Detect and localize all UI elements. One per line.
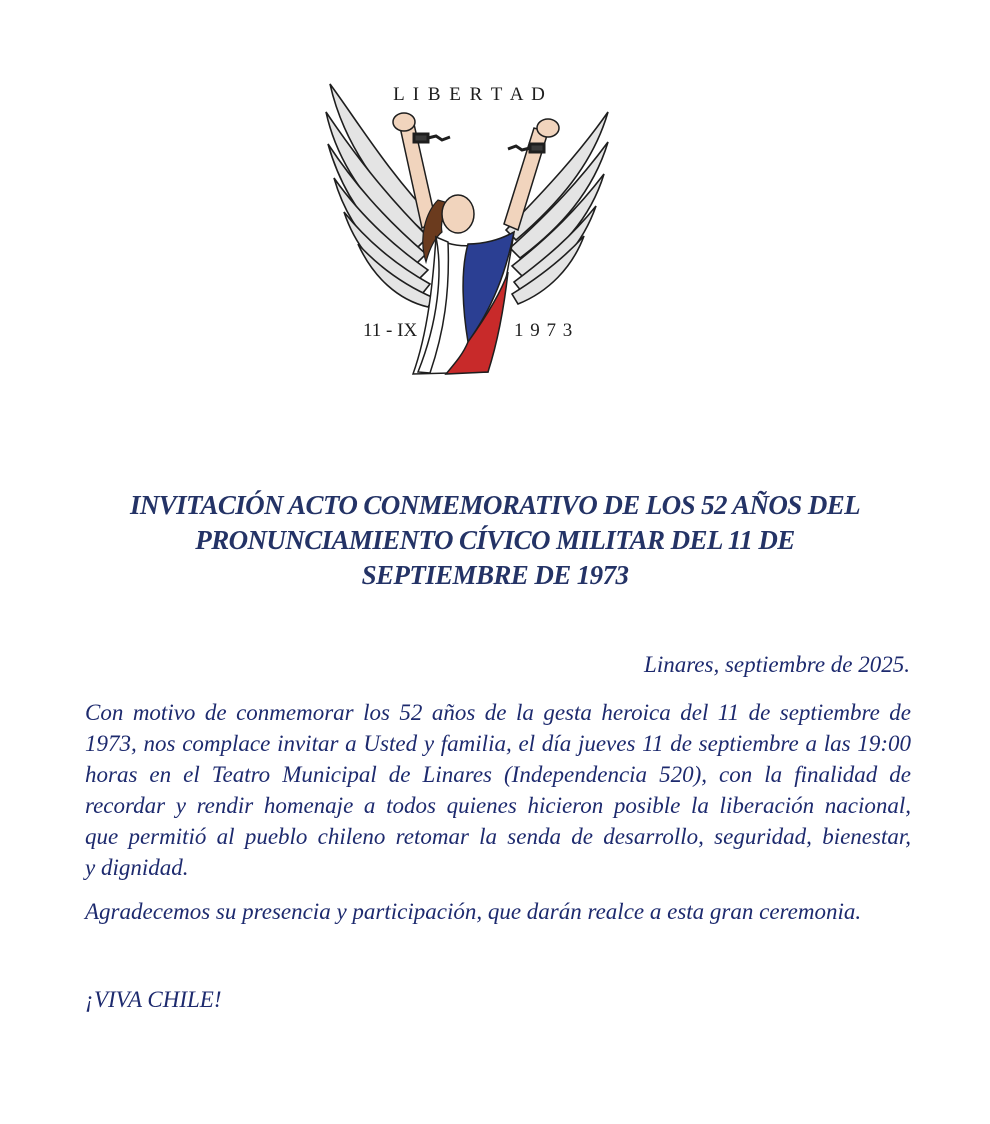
invitation-body bbox=[85, 697, 911, 883]
head-icon bbox=[442, 195, 474, 233]
title-line: SEPTIEMBRE DE 1973 bbox=[361, 560, 629, 590]
broken-chain-icon bbox=[414, 134, 544, 152]
body-line: Con motivo de conmemorar los 52 años de la gesta heroica del 11 de septiembre de bbox=[85, 700, 911, 725]
closing-exclamation: ¡VIVA CHILE! bbox=[85, 987, 222, 1012]
logo-right-year: 1 9 7 3 bbox=[514, 320, 574, 341]
body-line: 1973, nos complace invitar a Usted y familia, el día jueves 11 de septiembre a las 19:00 bbox=[85, 731, 911, 756]
invitation-title bbox=[60, 488, 930, 593]
body-line: que permitió al pueblo chileno retomar la senda de desarrollo, seguridad, bienestar, bbox=[85, 824, 911, 849]
body-line: y dignidad. bbox=[85, 855, 189, 880]
body-line: recordar y rendir homenaje a todos quienes hicieron posible la liberación nacional, bbox=[85, 793, 911, 818]
thanks-text: Agradecemos su presencia y participación, que darán realce a esta gran ceremonia. bbox=[85, 899, 862, 924]
title-line: PRONUNCIAMIENTO CÍVICO MILITAR DEL 11 DE bbox=[195, 525, 795, 555]
title-line: INVITACIÓN ACTO CONMEMORATIVO DE LOS 52 AÑOS DEL bbox=[129, 490, 861, 520]
logo-left-date: 11 - IX bbox=[363, 320, 418, 341]
place-date: Linares, septiembre de 2025. bbox=[644, 652, 910, 677]
winged-liberty-figure-icon bbox=[318, 72, 618, 392]
body-line: horas en el Teatro Municipal de Linares (Independencia 520), con la finalidad de bbox=[85, 762, 911, 787]
libertad-emblem bbox=[318, 72, 618, 392]
logo-top-text: L I B E R T A D bbox=[393, 84, 547, 105]
